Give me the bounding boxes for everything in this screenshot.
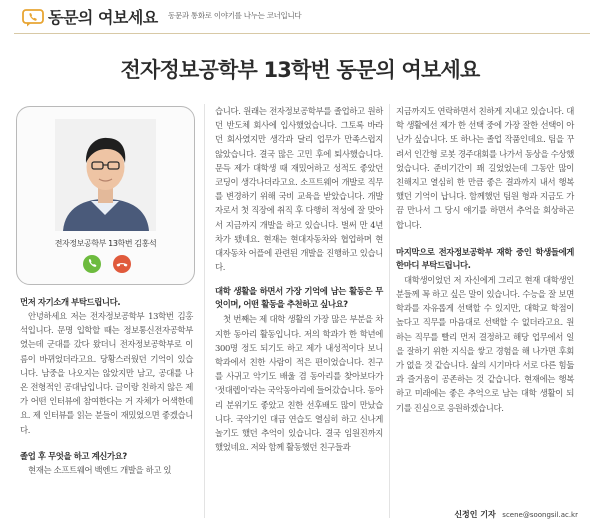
article-column-1 bbox=[20, 296, 193, 477]
article-credit bbox=[454, 509, 578, 520]
section-subtitle: 동문과 통화로 이야기를 나누는 코너입니다 bbox=[168, 11, 302, 20]
interview-question: 졸업 후 무엇을 하고 계신가요? bbox=[20, 450, 127, 461]
column-divider bbox=[204, 104, 205, 518]
reporter-name: 신정인 기자 bbox=[454, 510, 496, 519]
profile-card bbox=[16, 106, 195, 285]
article-column-2 bbox=[215, 104, 383, 454]
interview-answer: 지금까지도 연락하면서 친하게 지내고 있습니다. 대학 생활에선 제가 한 선택 중에 가장 잘한 선택이 아닌가 싶습니다. 또 하나는 졸업 작품인데요. 팀을 꾸려서 인간형 로봇 경주대회를 나가서 동상을 수상했었습니다. 준비기간이 꽤 길었었는데 그동안 많이 친해지고 열심히 한 만큼 좋은 결과까지 내서 행복했던 기억이 납니다. 함께했던 팀원 형과 지금도 가끔 만나서 그 당시 얘기를 하면서 추억을 회상하곤 합니다. bbox=[396, 106, 574, 230]
phone-icon bbox=[83, 255, 101, 273]
interview-answer: 대학생이었던 저 자신에게 그리고 현재 대학생인 분들께 꼭 하고 싶은 말이 있습니다. 수능을 잘 보면 학과를 자유롭게 선택할 수 있지만, 대학교 학점이 높다고 직무를 마음대로 선택할 수 없더라고요. 원하는 직무를 빨리 먼저 결정하고 해당 업무에서 일을 잘하기 위한 지식을 쌓고 경험을 해 나가면 후회가 없을 것 같습니다. 삶의 시기마다 서로 다른 힘듦과 즐거움이 공존하는 것 같습니다. 현재에는 행복하고 미래에는 좋은 추억으로 남는 대학 생활이 되기를 진심으로 응원하겠습니다. bbox=[396, 274, 574, 413]
interview-answer: 습니다. 원래는 전자정보공학부를 졸업하고 원하던 반도체 회사에 입사했었습니다. 그토록 바라던 회사였지만 생각과 달리 업무가 만족스럽지 않았습니다. 결국 많은 고민 후에 퇴사했습니다. 문득 제가 대학생 때 재밌어하고 성적도 좋았던 코딩이 생각나더라고요. 소프트웨어 개발로 직무를 변경하기 위해 국비 교육을 받았습니다. 개발자로서 첫 직장에 취직 후 다행히 적성에 잘 맞아서 지금까지 개발을 하고 있습니다. 벌써 만 4년 차가 됐네요. 현재는 현대자동차와 협업하며 현대자동차 어플에 관련된 개발을 진행하고 있습니다. bbox=[215, 106, 383, 273]
person-portrait-icon bbox=[55, 119, 156, 231]
phone-chat-icon bbox=[22, 9, 44, 27]
section-title: 동문의 여보세요 bbox=[48, 8, 158, 27]
interview-answer: 첫 번째는 제 대학 생활의 가장 많은 부분을 차지한 동아리 활동입니다. 저의 학과가 한 학년에 300명 정도 되기도 하고 제가 내성적이다 보니 학과에서 친한 사람이 적은 편이었습니다. 친구를 사귀고 악기도 배울 겸 동아리를 찾아보다가 '젓대렙이'라는 국악동아리에 들어갔습니다. 동아리 분위기도 좋았고 친한 선후배도 많이 만났습니다. 국악기인 대금 연습도 열심히 하고 신나게 놀기도 했던 추억이 있습니다. 결국 임원진까지 했었네요. 저와 함께 활동했던 친구들과 bbox=[215, 314, 383, 453]
column-divider bbox=[389, 104, 390, 518]
interview-question: 먼저 자기소개 부탁드립니다. bbox=[20, 297, 121, 307]
hang-up-icon bbox=[113, 255, 131, 273]
interview-question: 마지막으로 전자정보공학부 재학 중인 학생들에게 한마디 부탁드립니다. bbox=[396, 246, 574, 270]
section-header bbox=[0, 0, 600, 34]
interview-question: 대학 생활을 하면서 가장 기억에 남는 활동은 무엇이며, 어떤 활동을 추천하고 싶나요? bbox=[215, 286, 383, 310]
decline-call-button[interactable] bbox=[113, 255, 131, 273]
article-column-3 bbox=[396, 104, 574, 415]
article-title: 전자정보공학부 13학번 동문의 여보세요 bbox=[120, 58, 480, 82]
profile-photo bbox=[55, 119, 156, 231]
profile-caption: 전자정보공학부 13학번 김홍석 bbox=[54, 239, 157, 248]
header-divider bbox=[14, 33, 590, 34]
reporter-email[interactable]: scene@soongsil.ac.kr bbox=[502, 511, 578, 519]
accept-call-button[interactable] bbox=[83, 255, 101, 273]
interview-answer: 안녕하세요 저는 전자정보공학부 13학번 김홍석입니다. 문명 입학할 때는 정보통신전자공학부였는데 군대를 갔다 왔더니 전자정보공학부로 이름이 바뀌었더라고요. 당황스러웠던 기억이 있습니다. 남중을 나오지는 않았지만 남고, 공대를 나온 전형적인 공대남입니다. 글이랑 친하지 않은 제가 어떤 인터뷰에 참여한다는 거 자체가 어색한데요. 제 인터뷰를 읽는 분들이 재밌었으면 좋겠습니다. bbox=[20, 311, 193, 435]
interview-answer: 현재는 소프트웨어 백엔드 개발을 하고 있 bbox=[28, 464, 172, 475]
